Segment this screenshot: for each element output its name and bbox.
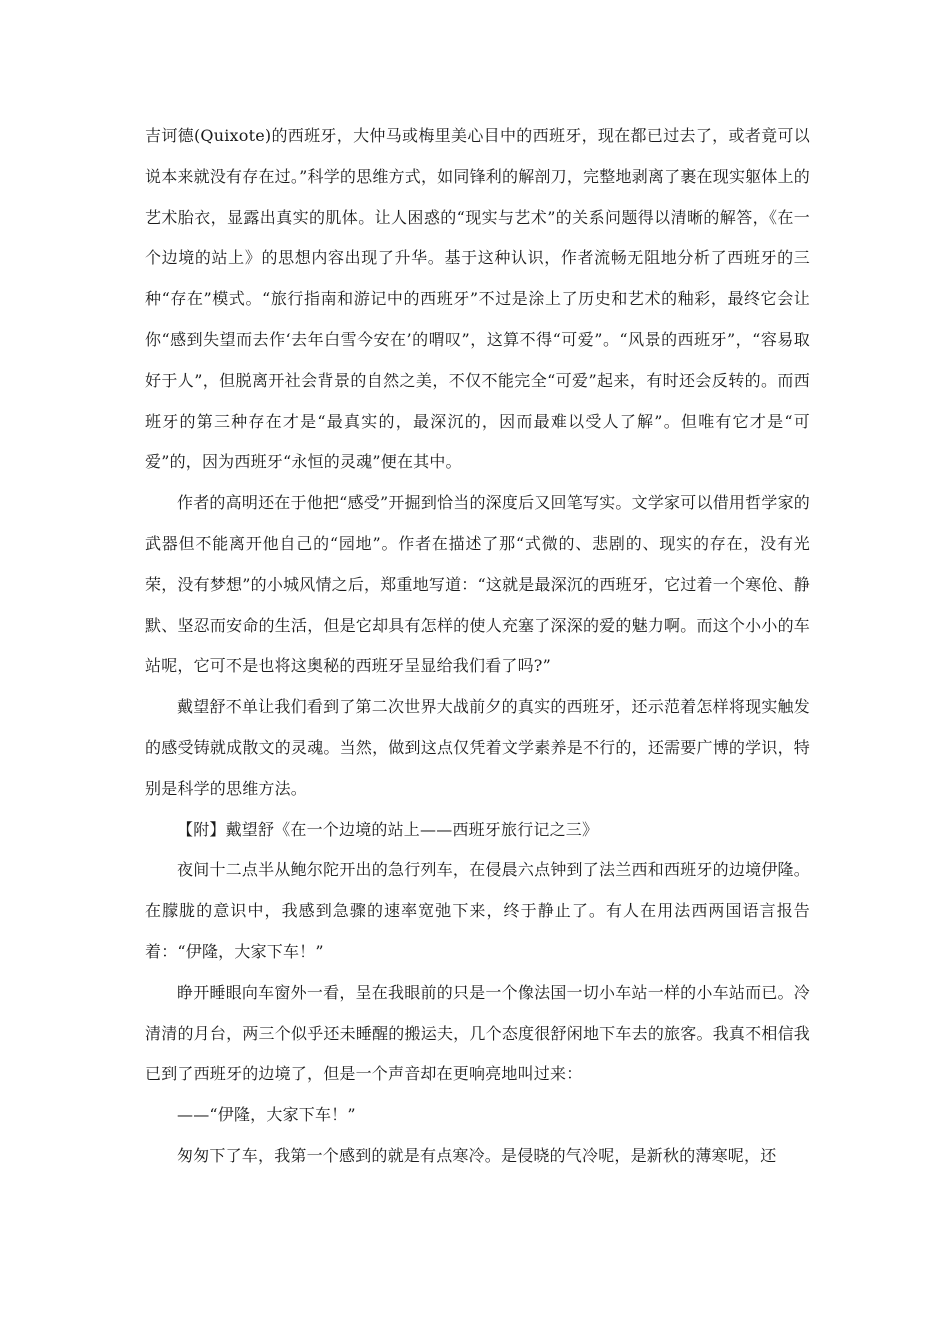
appendix-heading: 【附】戴望舒《在一个边境的站上——西班牙旅行记之三》 bbox=[177, 819, 599, 839]
paragraph-1: 吉诃德(Quixote)的西班牙，大仲马或梅里美心目中的西班牙，现在都已过去了，或者竟可以说本来就没有存在过。”科学的思维方式，如同锋利的解剖刀，完整地剥离了裹在现实躯体上的艺术胎衣，显露出真实的肌体。让人困惑的“现实与艺术”的关系问题得以清晰的解答，《在一个边境的站上》的思想内容出现了升华。基于这种认识，作者流畅无阻地分析了西班牙的三种“存在”模式。“旅行指南和游记中的西班牙”不过是涂上了历史和艺术的釉彩，最终它会让你“感到失望而去作‘去年白雪今安在’的喟叹”，这算不得“可爱”。“风景的西班牙”，“容易取好于人”，但脱离开社会背景的自然之美，不仅不能完全“可爱”起来，有时还会反转的。而西班牙的第三种存在才是“最真实的，最深沉的，因而最难以受人了解”。但唯有它才是“可爱”的，因为西班牙“永恒的灵魂”便在其中。 bbox=[145, 126, 810, 472]
paragraph-3: 戴望舒不单让我们看到了第二次世界大战前夕的真实的西班牙，还示范着怎样将现实触发的感受铸就成散文的灵魂。当然，做到这点仅凭着文学素养是不行的，还需要广博的学识，特别是科学的思维方法。 bbox=[145, 697, 810, 798]
paragraph-4: 夜间十二点半从鲍尔陀开出的急行列车，在侵晨六点钟到了法兰西和西班牙的边境伊隆。在朦胧的意识中，我感到急骤的速率宽弛下来，终于静止了。有人在用法西两国语言报告着：“伊隆，大家下车！” bbox=[145, 860, 810, 961]
paragraph-2: 作者的高明还在于他把“感受”开掘到恰当的深度后又回笔写实。文学家可以借用哲学家的武器但不能离开他自己的“园地”。作者在描述了那“式微的、悲剧的、现实的存在，没有光荣，没有梦想”的小城风情之后，郑重地写道：“这就是最深沉的西班牙，它过着一个寒伧、静默、坚忍而安命的生活，但是它却具有怎样的使人充塞了深深的爱的魅力啊。而这个小小的车站呢，它可不是也将这奥秘的西班牙呈显给我们看了吗?” bbox=[145, 493, 810, 676]
article-body bbox=[145, 116, 810, 1177]
paragraph-7: 匆匆下了车，我第一个感到的就是有点寒冷。是侵晓的气冷呢，是新秋的薄寒呢，还 bbox=[177, 1145, 777, 1165]
paragraph-5: 睁开睡眼向车窗外一看，呈在我眼前的只是一个像法国一切小车站一样的小车站而已。冷清清的月台，两三个似乎还未睡醒的搬运夫，几个态度很舒闲地下车去的旅客。我真不相信我已到了西班牙的边境了，但是一个声音却在更响亮地叫过来： bbox=[145, 982, 810, 1084]
paragraph-6: ——“伊隆，大家下车！” bbox=[177, 1105, 356, 1125]
